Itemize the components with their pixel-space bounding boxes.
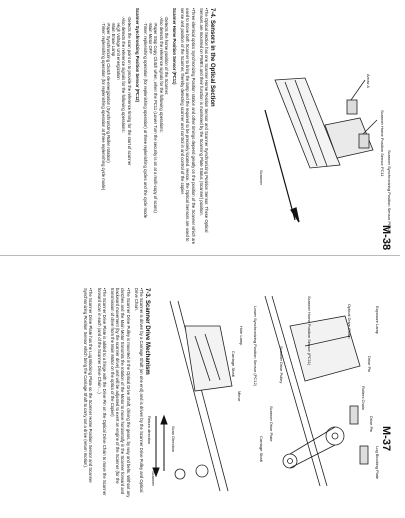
section-title: 7-3. Scanner Drive Mechanism [144,288,150,375]
figure-label: Arrow A [366,74,371,89]
figure-label: Drive Pin [369,416,374,433]
figure-label: Scanner [151,471,156,486]
left-page [0,0,400,255]
home-sensor-line: · Also detects the reference signals for the following operations: [158,16,163,248]
home-sensor-title: Scanner Home Position Sensor (PC11) [171,8,177,85]
paragraph: • The Scanner is driven by a Carriage Shaft (on one end) and is driven by the Scanner Drive Pulley and Optical Drive Chain. [134,288,144,503]
right-page-text [10,288,150,503]
figure-label: Mirror [237,391,242,402]
figure-label: Exposure Lamp [375,306,380,335]
figure-label: Carriage Shaft [259,436,264,462]
figure-label: Scanner [259,170,264,185]
figure-label: Return direction [147,416,152,445]
figure-label: Scan Direction [171,426,176,453]
sync-sensor-item: · Timer: replenishing operation (for replenishing operation at three replenishing cycle mode) [100,22,105,248]
scanner-drive-figure [147,296,245,496]
home-sensor-item: · Main Motor OFF [148,22,153,248]
figure-label: Carriage Shaft [231,351,236,377]
page-number: M-38 [380,225,392,251]
paragraph: • The Scanner Drive Pulley is mounted in the Optical Drive Shaft, driving the gears, by way and belts. Without any clutches and the Main Motor transmits the rotation of the Motor to move horizontally in the Scanner forward and backward movement (by the scanner drive) and will be adjusted to exert an engine of the Scanner (for the transmission of drive from the Main Motor on the optics of the Copier) [110,288,131,503]
figure-label: Lower Synchronizing Position Sensor (PC12) [253,306,258,387]
sync-sensor-title: Scanner Synchronizing Position Sensor (PC12) [134,8,140,103]
home-sensor-item: · Timer: replenishing operation (for replenishing operation) at three replenishing cycles and the cycle mode [143,22,148,248]
paragraph: • The Scanner Drive Plate is added to a fringe with the Drive Pin on the Optical Drive Chain to move the Scanner forward scan in each (and of the Scanner Drive Chain ...) [96,288,106,503]
sensor-figure [255,70,405,240]
paragraph: • The Scanner Drive Plate has the Lug Blocking Plate so the Scanner Home Position Sensor and Scanner Synchronizing Position Sensor which bring the Carriage Shaft to carry out a drive (return motion). [83,288,93,503]
home-sensor-item: · Paper Stop Copy Clutch when, when the PC11 (Lower Turn the security is on at a multi-copy of scans) [153,22,158,248]
figure-label: Hole Lamp [239,326,244,346]
figure-label: Drive Pin [367,356,372,373]
paragraph: • The Optical Section has one Scanner Home Position Sensor and Scanner Synchronizing Position Sensor. These Optical Sensors are mounted on PWB's and their function is monitored by the Scanning Plate Status (Scanner) position. [199,8,209,248]
figure-label: Scanner Drive Pulley [279,346,284,384]
page-number: M-37 [380,426,392,452]
sync-sensor-line: · Also detects the reference signals for the following operations: [121,16,126,248]
figure-label: Lug Blocking Plate [375,446,380,480]
sync-sensor-item: · High Voltage Unit energization [116,22,121,248]
figure-label: Scanner Home Position Sensor (PC11) [307,296,312,366]
figure-label: Scanner Synchronizing Position Sensor PC12 [387,150,392,232]
sync-sensor-line: · Detects the scan point on to provide the reference timing for the start of scanner [126,16,131,248]
right-page [0,256,400,518]
paragraph: • Three identical optics Synchronizing Position station and other timings depend greatly on the position of the Scanner which are used to move both Scanner to bring the lamp and the required to be precisely located. Hence, the Optical Sensors are used to sense and position of the Scanner, thereby detecting scanner and control in and control of the copier. [180,8,196,248]
figure-label: Optical Drive Chain [347,304,352,339]
home-sensor-line: · Detects the home position of the Scanner. [164,16,169,248]
left-page-text [10,8,215,248]
sync-sensor-item: · Paper Synchronizing Clutch de-energization (Synchronizing Roller rotation) [106,22,111,248]
sync-sensor-item: · Main Erase Lamp [111,22,116,248]
section-title: 7-4. Sensors in the Optical Section [209,8,215,107]
figure-label: Scanner Home Position Sensor PC11 [380,110,385,177]
drive-chain-figure [250,286,390,496]
figure-label: Scanner Drive Plate [269,406,274,442]
figure-label: Rollers Chain [361,386,366,411]
